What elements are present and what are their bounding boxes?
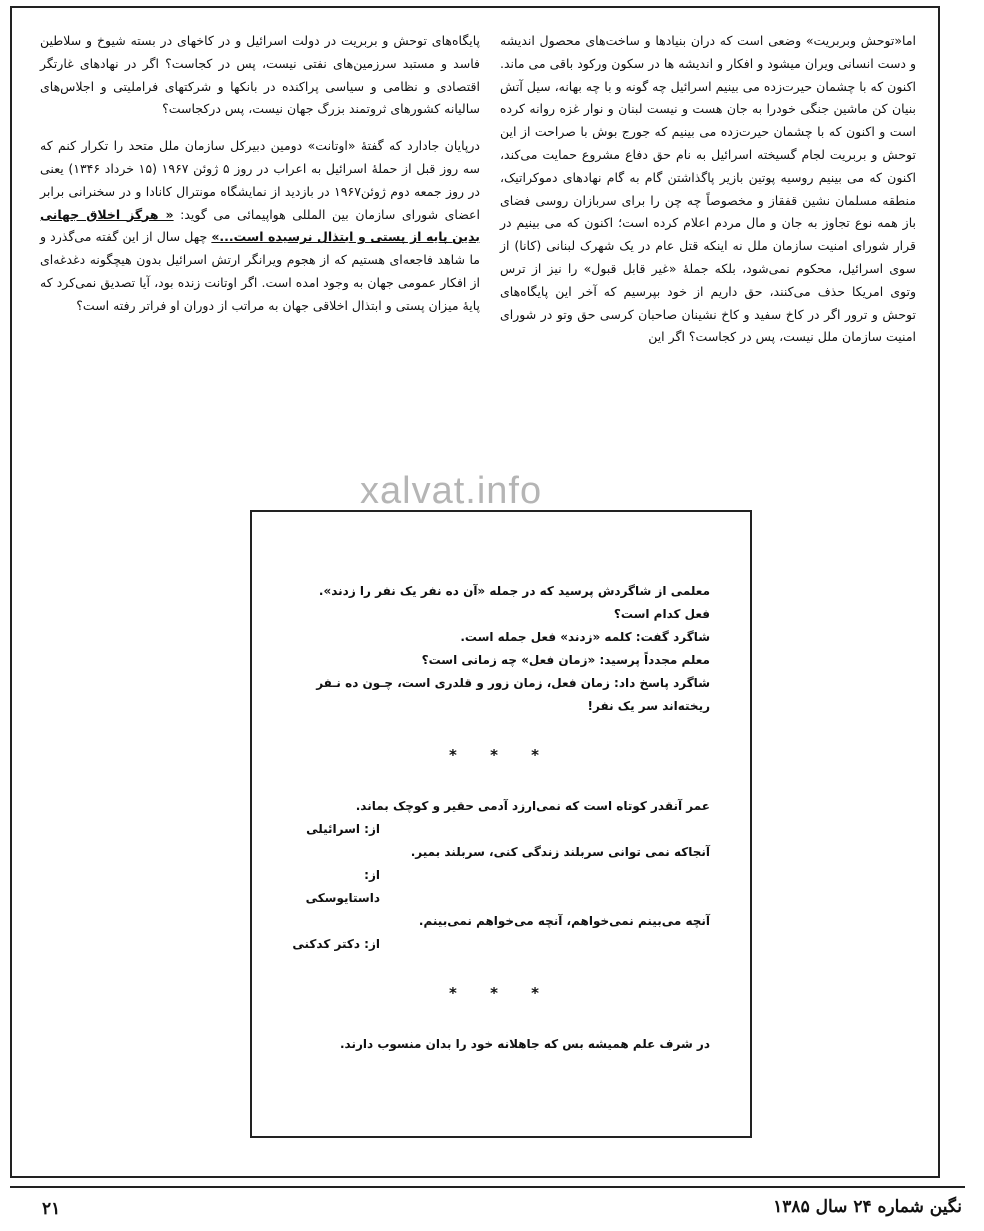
star-separator: * * * [449, 746, 553, 764]
quote: عمر آنقدر کوتاه است که نمی‌ارزد آدمی حقیر و کوچک بماند. [355, 799, 710, 813]
box-line: معلم مجدداً پرسید: «زمان فعل» چه زمانی است؟ [421, 653, 710, 667]
box-line: شاگرد پاسخ داد: زمان فعل، زمان زور و قلدری است، چـون ده نـفر ریخته‌اند سر یک نفر! [316, 676, 710, 713]
star-separator: * * * [449, 984, 553, 1002]
paragraph-intro: درپایان جادارد که گفتهٔ «اوتانت» دومین دبیرکل سازمان ملل متحد را تکرار کنم که سه روز قبل از حملهٔ اسرائیل به اعراب در روز ۵ ژوئن ۱۹۶۷ (۱۵ خرداد ۱۳۴۶) یعنی در روز جمعه دوم ژوئن۱۹۶۷ در بازدید از نمایشگاه مونترال کانادا و در سخنرانی برابر اعضای شورای سازمان بین المللی هواپیمائی می گوید: [40, 138, 481, 222]
paragraph-with-quote [40, 135, 480, 317]
paragraph: اما«توحش وبربریت» وضعی است که دران بنیادها و ساخت‌های محصول اندیشه و دست انسانی ویران میشود و افکار و اندیشه ها در سکون ورکود باقی می ماند. اکنون که با چشمان حیرت‌زده می بینیم اسرائیل چه گونه و با چه بهانه، سیل آتش بنیان کن ماشین جنگی خودرا به جان هست و نیست لبنان و نوار غزه روانه کرده است و اکنون که با چشمان حیرت‌زده می بینیم که جورج بوش با صراحت از این توحش و بربریت لجام گسیخته اسرائیل به نام حق دفاع مشروع حمایت می‌کند، اکنون که می بینیم روسیه پوتین بازیر پاگذاشتن گام به گام نهادهای دموکراتیک، منطقه مسلمان نشین قفقاز و مخصوصاً چه چن را برای سربازان روسی فضای باز همه نوع تجاوز به جان و مال مردم اعلام کرده است؛ اکنون که می بینیم در قرار شورای امنیت سازمان ملل نه اینکه قتل عام در یک شهرک لبنانی (کانا) از سوی اسرائیل، محکوم نمی‌شود، بلکه جملهٔ «غیر قابل قبول» را نیز از ترس وتوی امریکا حذف می‌کنند، حق داریم از خود بپرسیم که آخر این پایگاه‌های توحش و ترور اگر در کاخ سفید و کاخ نشینان صاحبان کرسی حق وتو در شورای امنیت سازمان ملل نیست، پس در کجاست؟ اگر این [500, 33, 916, 345]
box-line: معلمی از شاگردش پرسید که در جمله «آن ده نفر یک نفر را زدند». فعل کدام است؟ [318, 584, 710, 621]
highlighted-quote: « هرگز اخلاق جهانی بدین پایه از پستی و ابتذال نرسیده است...» [40, 206, 480, 245]
box-line: شاگرد گفت: کلمه «زدند» فعل جمله است. [460, 630, 710, 644]
footer-rule [10, 1186, 965, 1188]
publication-title: نگین شماره ۲۴ سال ۱۳۸۵ [773, 1197, 962, 1217]
paragraph: پایگاه‌های توحش و بربریت در دولت اسرائیل و در کاخهای در بسته شیوخ و سلاطین فاسد و مستبد سرزمین‌های نفتی نیست، پس در کجاست؟ اگر در نهادهای غارتگر اقتصادی و نظامی و سیاسی پراکنده در بانکها و شرکتهای فراملیتی و اجلاس‌های سالیانه کشورهای ثروتمند بزرگ جهان نیست، پس درکجاست؟ [40, 33, 480, 117]
quote-attribution: از: اسرائیلی [306, 822, 380, 836]
quote: آنچه می‌بینم نمی‌خواهم، آنچه می‌خواهم نمی‌بینم. [418, 914, 710, 928]
quote: در شرف علم همیشه بس که جاهلانه خود را بدان منسوب دارند. [339, 1037, 710, 1051]
page-number: ۲۱ [42, 1199, 61, 1219]
quotes-box [250, 510, 752, 1138]
article-column-right [500, 30, 916, 349]
paragraph-outro: چهل سال از این گفته می‌گذرد و ما شاهد فاجعه‌ای هستیم که از هجوم ویرانگر ارتش اسرائیل بدون هیچگونه دغدغه‌ای از افکار عمومی جهان به وجود امده است. اگر اوتانت زنده بود، آیا تصدیق نمی‌کرد که پایهٔ میزان پستی و ابتذال اخلاقی جهان به مراتب از دوران او فراتر رفته است؟ [40, 229, 480, 313]
article-column-left [40, 30, 480, 318]
quote-attribution: از: داستایوسکی [305, 868, 380, 905]
watermark: xalvat.info [360, 470, 543, 512]
quote-attribution: از: دکتر کدکنی [292, 937, 380, 951]
quote: آنجاکه نمی توانی سربلند زندگی کنی، سربلند بمیر. [410, 845, 710, 859]
